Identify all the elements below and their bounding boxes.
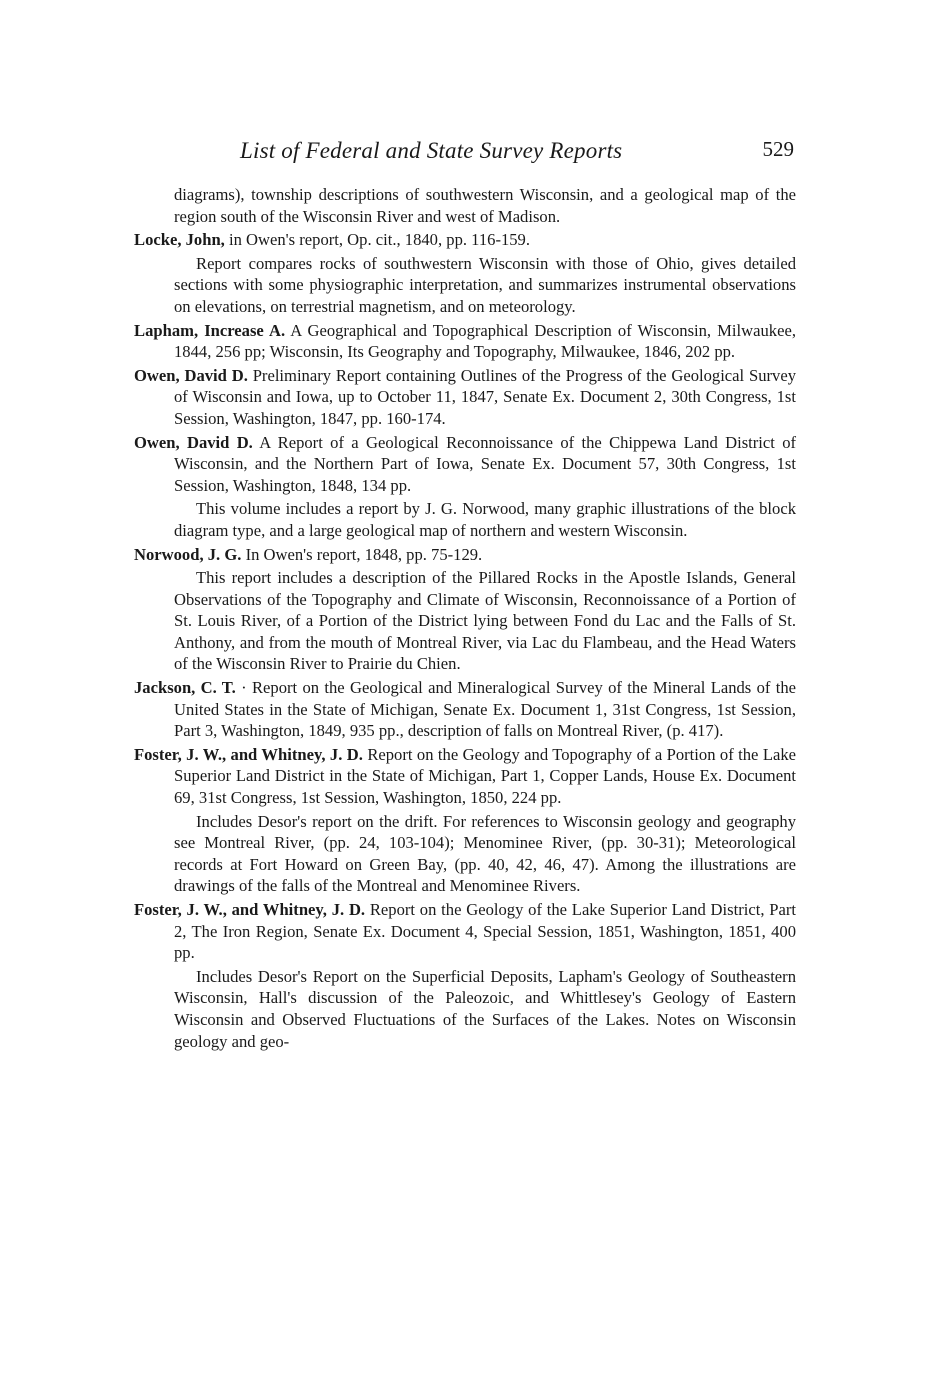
entry-citation: A Geographical and Topographical Description of Wisconsin, Milwaukee, 1844, 256 pp; Wisconsin, Its Geography and Topography, Milwaukee, 1846, 202 pp. <box>174 320 796 362</box>
entry-citation: Preliminary Report containing Outlines of the Progress of the Geological Survey of Wisconsin and Iowa, up to October 11, 1847, Senate Ex. Document 2, 30th Congress, 1st Session, Washington, 1847, pp. 160-174. <box>174 365 796 428</box>
entry-note: Report compares rocks of southwestern Wisconsin with those of Ohio, gives detailed sections with some physiographic interpretation, and summarizes instrumental observations on elevations, on terrestrial magnetism, and on meteorology. <box>174 253 796 316</box>
bibliography-entry <box>134 432 796 497</box>
entry-note: This report includes a description of the Pillared Rocks in the Apostle Islands, General Observations of the Topography and Climate of Wisconsin, Reconnoissance of a Portion of St. Louis River, of a Portion of the District lying between Fond du Lac and the Falls of St. Anthony, and from the mouth of Montreal River, via Lac du Flambeau, and the Head Waters of the Wisconsin River to Prairie du Chien. <box>174 568 796 674</box>
bibliography-entry <box>134 229 796 251</box>
entry-citation: · Report on the Geological and Mineralogical Survey of the Mineral Lands of the United States in the State of Michigan, Senate Ex. Document 1, 31st Congress, 1st Session, Part 3, Washington, 1849, 935 pp., description of falls on Montreal River, (p. 417). <box>174 678 796 741</box>
entry-author: Owen, David D. <box>134 432 253 452</box>
entry-note: This volume includes a report by J. G. Norwood, many graphic illustrations of the block diagram type, and a large geological map of northern and western Wisconsin. <box>174 499 796 540</box>
bibliography-entry <box>134 365 796 430</box>
entry-author: Foster, J. W., and Whitney, J. D. <box>134 744 363 764</box>
continuation-text: diagrams), township descriptions of southwestern Wisconsin, and a geological map of the region south of the Wisconsin River and west of Madison. <box>174 185 796 226</box>
entry-citation: Report on the Geology of the Lake Superior Land District, Part 2, The Iron Region, Senate Ex. Document 4, Special Session, 1851, Washington, 1851, 400 pp. <box>174 900 796 963</box>
entry-author: Jackson, C. T. <box>134 678 236 698</box>
entry-citation: Report on the Geology and Topography of a Portion of the Lake Superior Land District in the State of Michigan, Part 1, Copper Lands, House Ex. Document 69, 31st Congress, 1st Session, Washington, 1850, 224 pp. <box>174 744 796 808</box>
entry-note: Includes Desor's Report on the Superficial Deposits, Lapham's Geology of Southeastern Wisconsin, Hall's discussion of the Paleozoic, and Whittlesey's Geology of Eastern Wisconsin and Observed Fluctuations of the Surfaces of the Lakes. Notes on Wisconsin geology and geo- <box>174 966 796 1051</box>
bibliography-entry <box>134 899 796 964</box>
bibliography-list <box>134 184 796 1054</box>
entry-author: Locke, John, <box>134 230 225 250</box>
entry-author: Owen, David D. <box>134 365 248 385</box>
running-title: List of Federal and State Survey Reports <box>240 138 623 163</box>
entry-author: Foster, J. W., and Whitney, J. D. <box>134 900 366 919</box>
page-header <box>240 134 796 170</box>
bibliography-entry <box>134 744 796 809</box>
entry-author: Norwood, J. G. <box>134 544 242 564</box>
bibliography-entry <box>134 544 796 566</box>
entry-citation: In Owen's report, 1848, pp. 75-129. <box>245 544 483 564</box>
entry-citation: A Report of a Geological Reconnoissance of the Chippewa Land District of Wisconsin, and the Northern Part of Iowa, Senate Ex. Document 57, 30th Congress, 1st Session, Washington, 1848, 134 pp. <box>174 432 797 495</box>
bibliography-entry <box>134 320 796 363</box>
entry-author: Lapham, Increase A. <box>134 320 286 340</box>
bibliography-entry <box>134 677 796 742</box>
page-number: 529 <box>762 137 794 161</box>
entry-note: Includes Desor's report on the drift. For references to Wisconsin geology and geography see Montreal River, (pp. 24, 103-104); Menominee River, (pp. 30-31); Meteorological records at Fort Howard on Green Bay, (pp. 40, 42, 46, 47). Among the illustrations are drawings of the falls of the Montreal and Menominee Rivers. <box>174 811 796 896</box>
entry-citation: in Owen's report, Op. cit., 1840, pp. 116-159. <box>228 230 531 250</box>
